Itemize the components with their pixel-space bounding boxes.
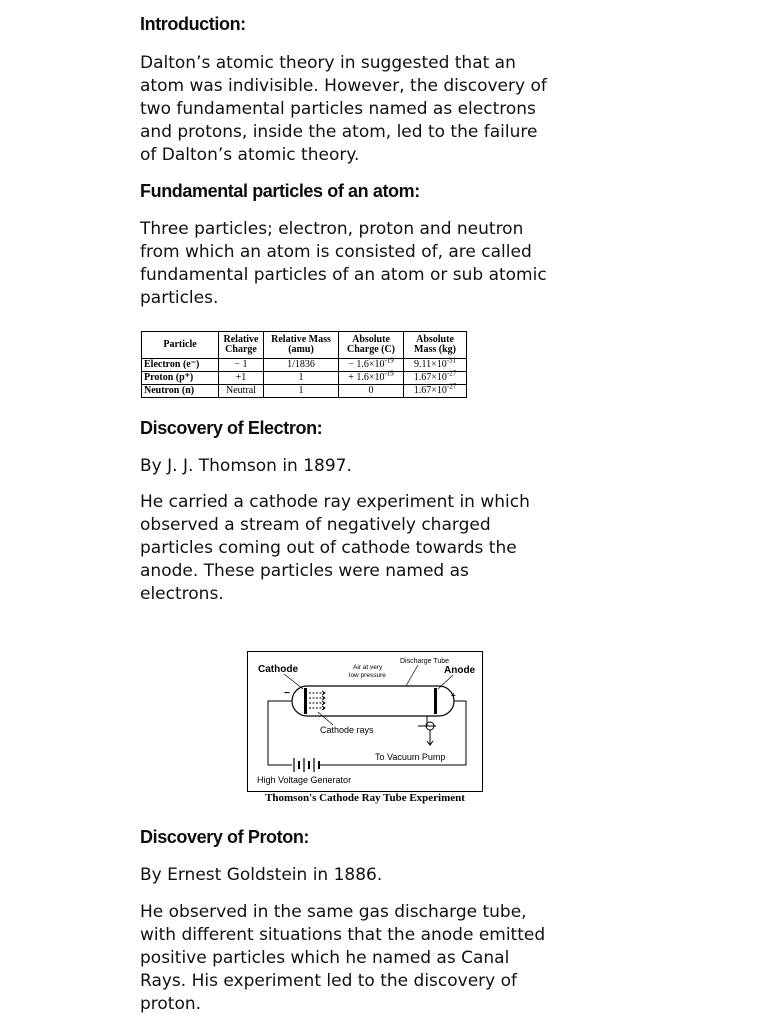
cathode-rays-leader-line [318, 712, 333, 725]
battery-symbol [294, 758, 319, 772]
cell-particle: Neutron (n) [142, 385, 219, 398]
text-line: By J. J. Thomson in 1897. [140, 456, 352, 476]
col-header-relative-mass: Relative Mass (amu) [264, 332, 339, 359]
fundamental-paragraph [140, 218, 600, 310]
vacuum-pump-valve [418, 716, 436, 745]
text-line: He observed in the same gas discharge tube, [140, 902, 527, 922]
text-line: particles coming out of cathode towards the [140, 538, 517, 558]
plus-sign: + [451, 691, 456, 700]
cell-absolute-mass: $1.67\times 10^{-27}$ [404, 372, 467, 385]
table-header-row [142, 332, 467, 359]
col-header-absolute-charge: Absolute Charge (C) [339, 332, 404, 359]
generator-label: High Voltage Generator [257, 775, 352, 785]
col-header-particle: Particle [142, 332, 219, 359]
proton-by-line [140, 864, 600, 887]
discharge-tube-leader-line [406, 665, 418, 686]
cell-particle: Proton (p⁺) [142, 372, 219, 385]
cell-absolute-mass: $9.11\times 10^{-31}$ [404, 359, 467, 372]
cathode-ray-tube-diagram [248, 652, 482, 791]
table-row [142, 385, 467, 398]
cathode-leader-line [284, 674, 303, 689]
text-line: two fundamental particles named as electrons [140, 99, 536, 119]
text-line: Three particles; electron, proton and neutron [140, 219, 524, 239]
electron-paragraph [140, 491, 600, 606]
col-header-relative-charge: Relative Charge [219, 332, 264, 359]
text-line: particles. [140, 288, 219, 308]
cell-absolute-charge: 0 [339, 385, 404, 398]
anode-plate [434, 688, 437, 714]
text-line: from which an atom is consisted of, are called [140, 242, 532, 262]
text-line: of Dalton’s atomic theory. [140, 145, 360, 165]
cell-relative-mass: 1 [264, 372, 339, 385]
section-heading-introduction: Introduction: [140, 14, 246, 34]
intro-paragraph [140, 52, 600, 167]
section-heading-fundamental-particles: Fundamental particles of an atom: [140, 181, 420, 201]
text-line: Dalton’s atomic theory in suggested that an [140, 53, 516, 73]
figure-caption: Thomson's Cathode Ray Tube Experiment [265, 792, 465, 804]
air-pressure-label-line1: Air at very [353, 664, 383, 671]
cell-relative-charge: − 1 [219, 359, 264, 372]
table-row [142, 359, 467, 372]
text-line: He carried a cathode ray experiment in which [140, 492, 530, 512]
text-line: electrons. [140, 584, 224, 604]
text-line: anode. These particles were named as [140, 561, 469, 581]
discharge-tube-body [292, 686, 454, 716]
cell-relative-charge: Neutral [219, 385, 264, 398]
text-line: observed a stream of negatively charged [140, 515, 491, 535]
text-line: By Ernest Goldstein in 1886. [140, 865, 383, 885]
section-heading-discovery-of-proton: Discovery of Proton: [140, 827, 310, 847]
discharge-tube-label: Discharge Tube [400, 658, 450, 665]
anode-label: Anode [444, 665, 476, 676]
cell-particle: Electron (e⁻) [142, 359, 219, 372]
text-line: and protons, inside the atom, led to the failure [140, 122, 538, 142]
electron-by-line [140, 455, 600, 478]
air-pressure-label-line2: low pressure [349, 672, 386, 679]
cathode-ray-tube-figure [247, 651, 483, 792]
section-heading-discovery-of-electron: Discovery of Electron: [140, 418, 323, 438]
proton-paragraph [140, 901, 600, 1016]
cell-relative-mass: 1/1836 [264, 359, 339, 372]
text-line: positive particles which he named as Canal [140, 948, 510, 968]
text-line: atom was indivisible. However, the discovery of [140, 76, 547, 96]
cell-absolute-mass: $1.67\times 10^{-27}$ [404, 385, 467, 398]
particle-table [141, 331, 467, 398]
vacuum-pump-label: To Vacuum Pump [375, 752, 446, 762]
cathode-plate [304, 688, 307, 714]
cathode-rays-label: Cathode rays [320, 725, 374, 735]
cell-relative-charge: +1 [219, 372, 264, 385]
text-line: proton. [140, 994, 202, 1014]
cell-absolute-charge: − $1.6\times 10^{-19}$ [339, 359, 404, 372]
cathode-ray-arrows [309, 691, 325, 710]
minus-sign: − [284, 688, 290, 699]
table-row [142, 372, 467, 385]
cell-relative-mass: 1 [264, 385, 339, 398]
cell-absolute-charge: + $1.6\times 10^{-19}$ [339, 372, 404, 385]
text-line: fundamental particles of an atom or sub atomic [140, 265, 547, 285]
cathode-label: Cathode [258, 664, 298, 675]
circuit-wire-left [268, 701, 292, 765]
text-line: with different situations that the anode emitted [140, 925, 546, 945]
col-header-absolute-mass: Absolute Mass (kg) [404, 332, 467, 359]
text-line: Rays. His experiment led to the discovery of [140, 971, 518, 991]
